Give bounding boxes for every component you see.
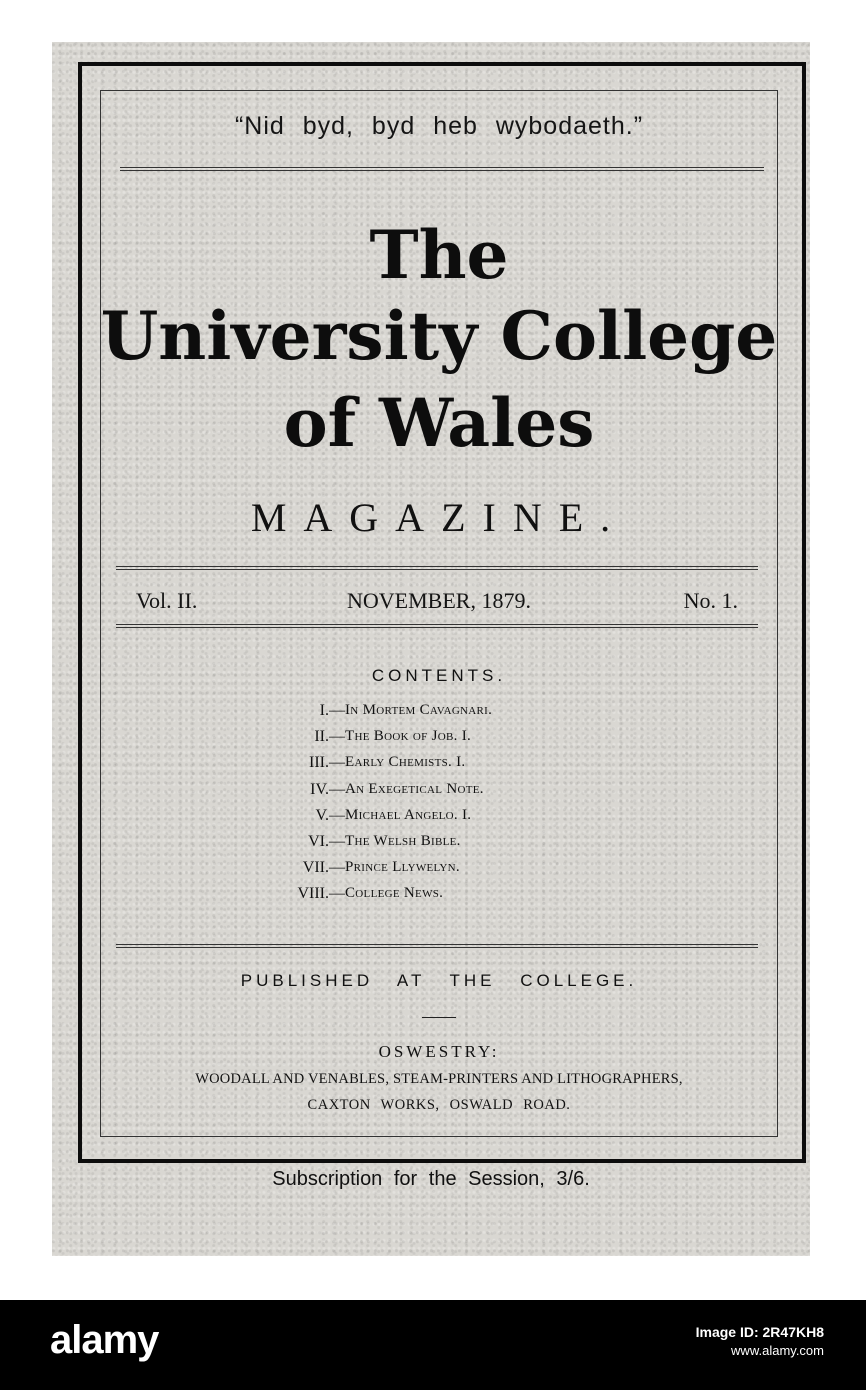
title-line-2: University College [100, 297, 778, 375]
contents-list [265, 702, 625, 912]
published-line: PUBLISHED AT THE COLLEGE. [240, 971, 638, 990]
publisher-divider [116, 944, 758, 948]
watermark-site: www.alamy.com [731, 1342, 824, 1358]
issue-number: No. 1. [683, 588, 738, 613]
magazine-heading: MAGAZINE. [250, 495, 628, 540]
contents-item: III.— Early Chemists. I. [309, 754, 466, 772]
image-id: Image ID: 2R47KH8 [695, 1324, 824, 1340]
motto-divider [120, 167, 764, 171]
place-line: OSWESTRY: [378, 1042, 500, 1061]
contents-item: I.— In Mortem Cavagnari. [319, 702, 493, 719]
address-line: CAXTON WORKS, OSWALD ROAD. [307, 1097, 571, 1113]
contents-item: VIII.— College News. [297, 885, 444, 903]
watermark-logo: alamy [50, 1318, 159, 1362]
title-line-3: of Wales [283, 384, 595, 462]
issue-date: NOVEMBER, 1879. [347, 588, 531, 613]
contents-item: VI.— The Welsh Bible. [308, 832, 461, 850]
contents-item: VII.— Prince Llywelyn. [302, 859, 460, 877]
contents-item: II.— The Book of Job. I. [314, 728, 472, 746]
issue-bottom-divider [116, 624, 758, 628]
subscription-line: Subscription for the Session, 3/6. [272, 1168, 590, 1190]
printer-line: WOODALL AND VENABLES, STEAM-PRINTERS AND LITHOGRAPHERS, [195, 1071, 683, 1087]
short-divider [422, 1017, 456, 1018]
contents-item: IV.— An Exegetical Note. [310, 780, 484, 798]
contents-heading: CONTENTS. [371, 666, 507, 685]
motto: “Nid byd, byd heb wybodaeth.” [234, 112, 644, 140]
title-line-1: The [369, 216, 509, 294]
issue-top-divider [116, 566, 758, 570]
volume-label: Vol. II. [136, 588, 198, 613]
watermark-id [696, 1323, 824, 1359]
contents-item: V.— Michael Angelo. I. [315, 806, 472, 824]
